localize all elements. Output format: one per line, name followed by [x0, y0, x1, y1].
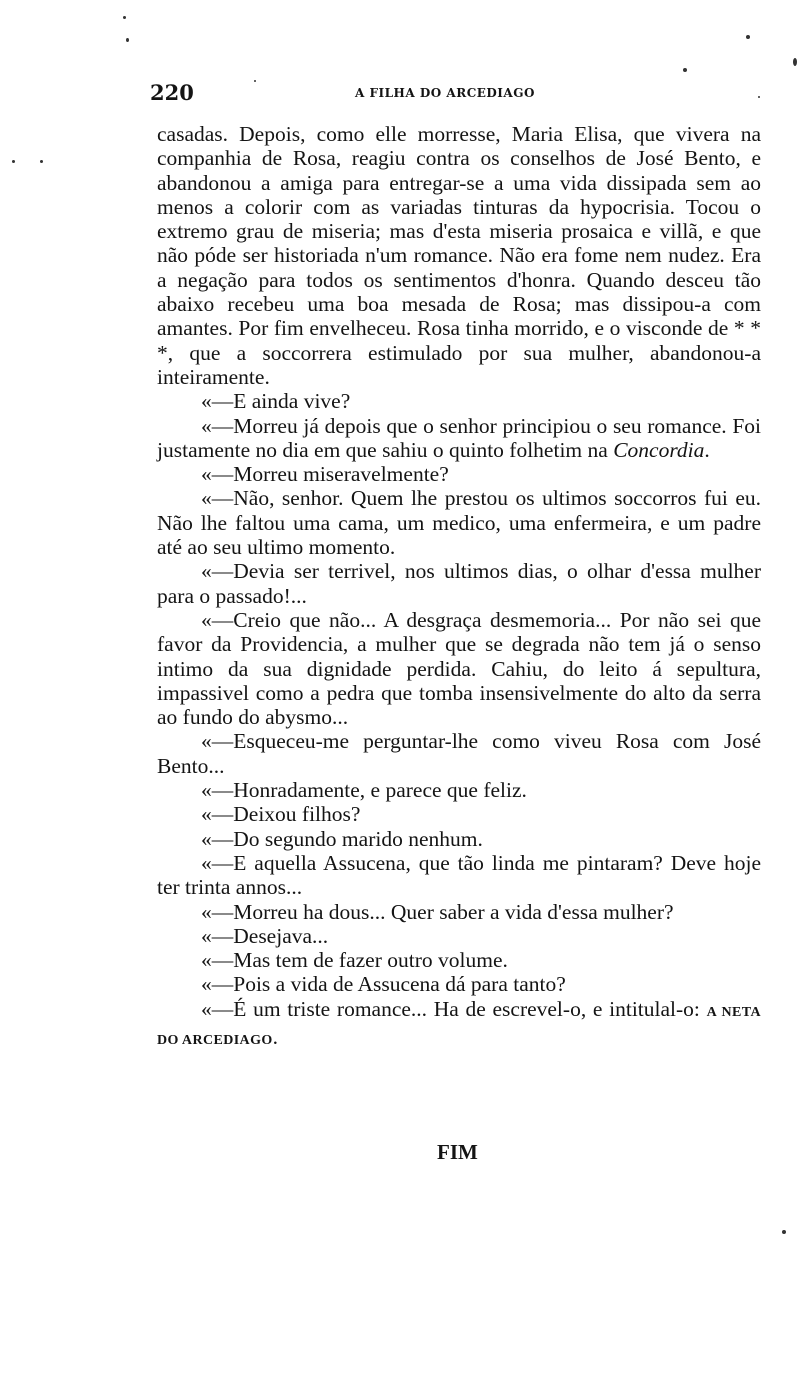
sequel-title: A NETA DO ARCEDIAGO [157, 1004, 762, 1048]
scan-speck [746, 35, 750, 39]
body-text [157, 122, 761, 1053]
dialogue-line: «—Pois a vida de Assucena dá para tanto? [201, 972, 566, 997]
newspaper-title: Concordia [613, 437, 705, 462]
dialogue-line: «—Morreu ha dous... Quer saber a vida d'essa mulher? [201, 899, 674, 924]
dialogue-line: «—Mas tem de fazer outro volume. [201, 948, 508, 973]
page-number: 220 [150, 80, 194, 105]
dialogue-line: «—Devia ser terrivel, nos ultimos dias, o olhar d'essa mulher para o passado!... [157, 559, 761, 608]
dialogue-line: «—Do segundo marido nenhum. [201, 826, 483, 851]
dialogue-line: «—Morreu miseravelmente? [201, 462, 449, 487]
dialogue-line: «—Deixou filhos? [201, 802, 361, 827]
scan-speck [254, 80, 256, 82]
scan-speck [12, 160, 15, 163]
scan-speck [683, 68, 687, 72]
dialogue-line: «—E aquella Assucena, que tão linda me pintaram? Deve hoje ter trinta annos... [157, 850, 761, 900]
scan-speck [782, 1230, 786, 1234]
dialogue-text: «—É um triste romance... Ha de escrevel-o, e intitulal-o: [201, 996, 700, 1021]
dialogue-line: «—É um triste romance... Ha de escrevel-o, e intitulal-o: A NETA DO ARCEDIAGO. [157, 996, 762, 1049]
dialogue-line: «—Honradamente, e parece que feliz. [201, 778, 527, 803]
dialogue-line: «—Morreu já depois que o senhor principiou o seu romance. Foi justamente no dia em que sahiu o quinto folhetim na Concordia. [157, 413, 761, 462]
scan-speck [40, 160, 43, 163]
dialogue-line: «—E ainda vive? [201, 389, 351, 414]
dialogue-line: «—Desejava... [201, 923, 329, 948]
dialogue-line: «—Não, senhor. Quem lhe prestou os ultimos soccorros fui eu. Não lhe faltou uma cama, um medico, uma enfermeira, e um padre até ao seu ultimo momento. [157, 486, 761, 560]
scan-speck [758, 96, 760, 98]
dialogue-line: «—Esqueceu-me perguntar-lhe como viveu Rosa com José Bento... [157, 729, 761, 778]
dialogue-line: «—Creio que não... A desgraça desmemoria... Por não sei que favor da Providencia, a mulher que se degrada não tem já o senso intimo da sua dignidade perdida. Cahiu, do leito á sepultura, impassivel como a pedra que tomba insensivelmente do alto da serra ao fundo do abysmo... [157, 607, 761, 730]
scan-speck [123, 16, 126, 19]
scan-speck [793, 58, 797, 66]
dialogue-text: «—Morreu já depois que o senhor principiou o seu romance. Foi justamente no dia em que sahiu o quinto folhetim na [157, 413, 761, 462]
fim-label: FIM [437, 1140, 478, 1164]
running-head: A FILHA DO ARCEDIAGO [355, 86, 535, 100]
scan-speck [126, 38, 129, 42]
paragraph: casadas. Depois, como elle morresse, Maria Elisa, que vivera na companhia de Rosa, reagiu contra os conselhos de José Bento, e abandonou a amiga para entregar-se a uma vida dissipada sem ao menos a colorir com as variadas tinturas da hypocrisia. Tocou o extremo grau de miseria; mas d'esta miseria prosaica e villã, e que não póde ser historiada n'um romance. Não era fome nem nudez. Era a negação para todos os sentimentos d'honra. Quando desceu tão abaixo recebeu uma boa mesada de Rosa; mas dissipou-a com amantes. Por fim envelheceu. Rosa tinha morrido, e o visconde de * * *, que a soccorrera estimulado por sua mulher, abandonou-a inteiramente. [157, 122, 761, 389]
